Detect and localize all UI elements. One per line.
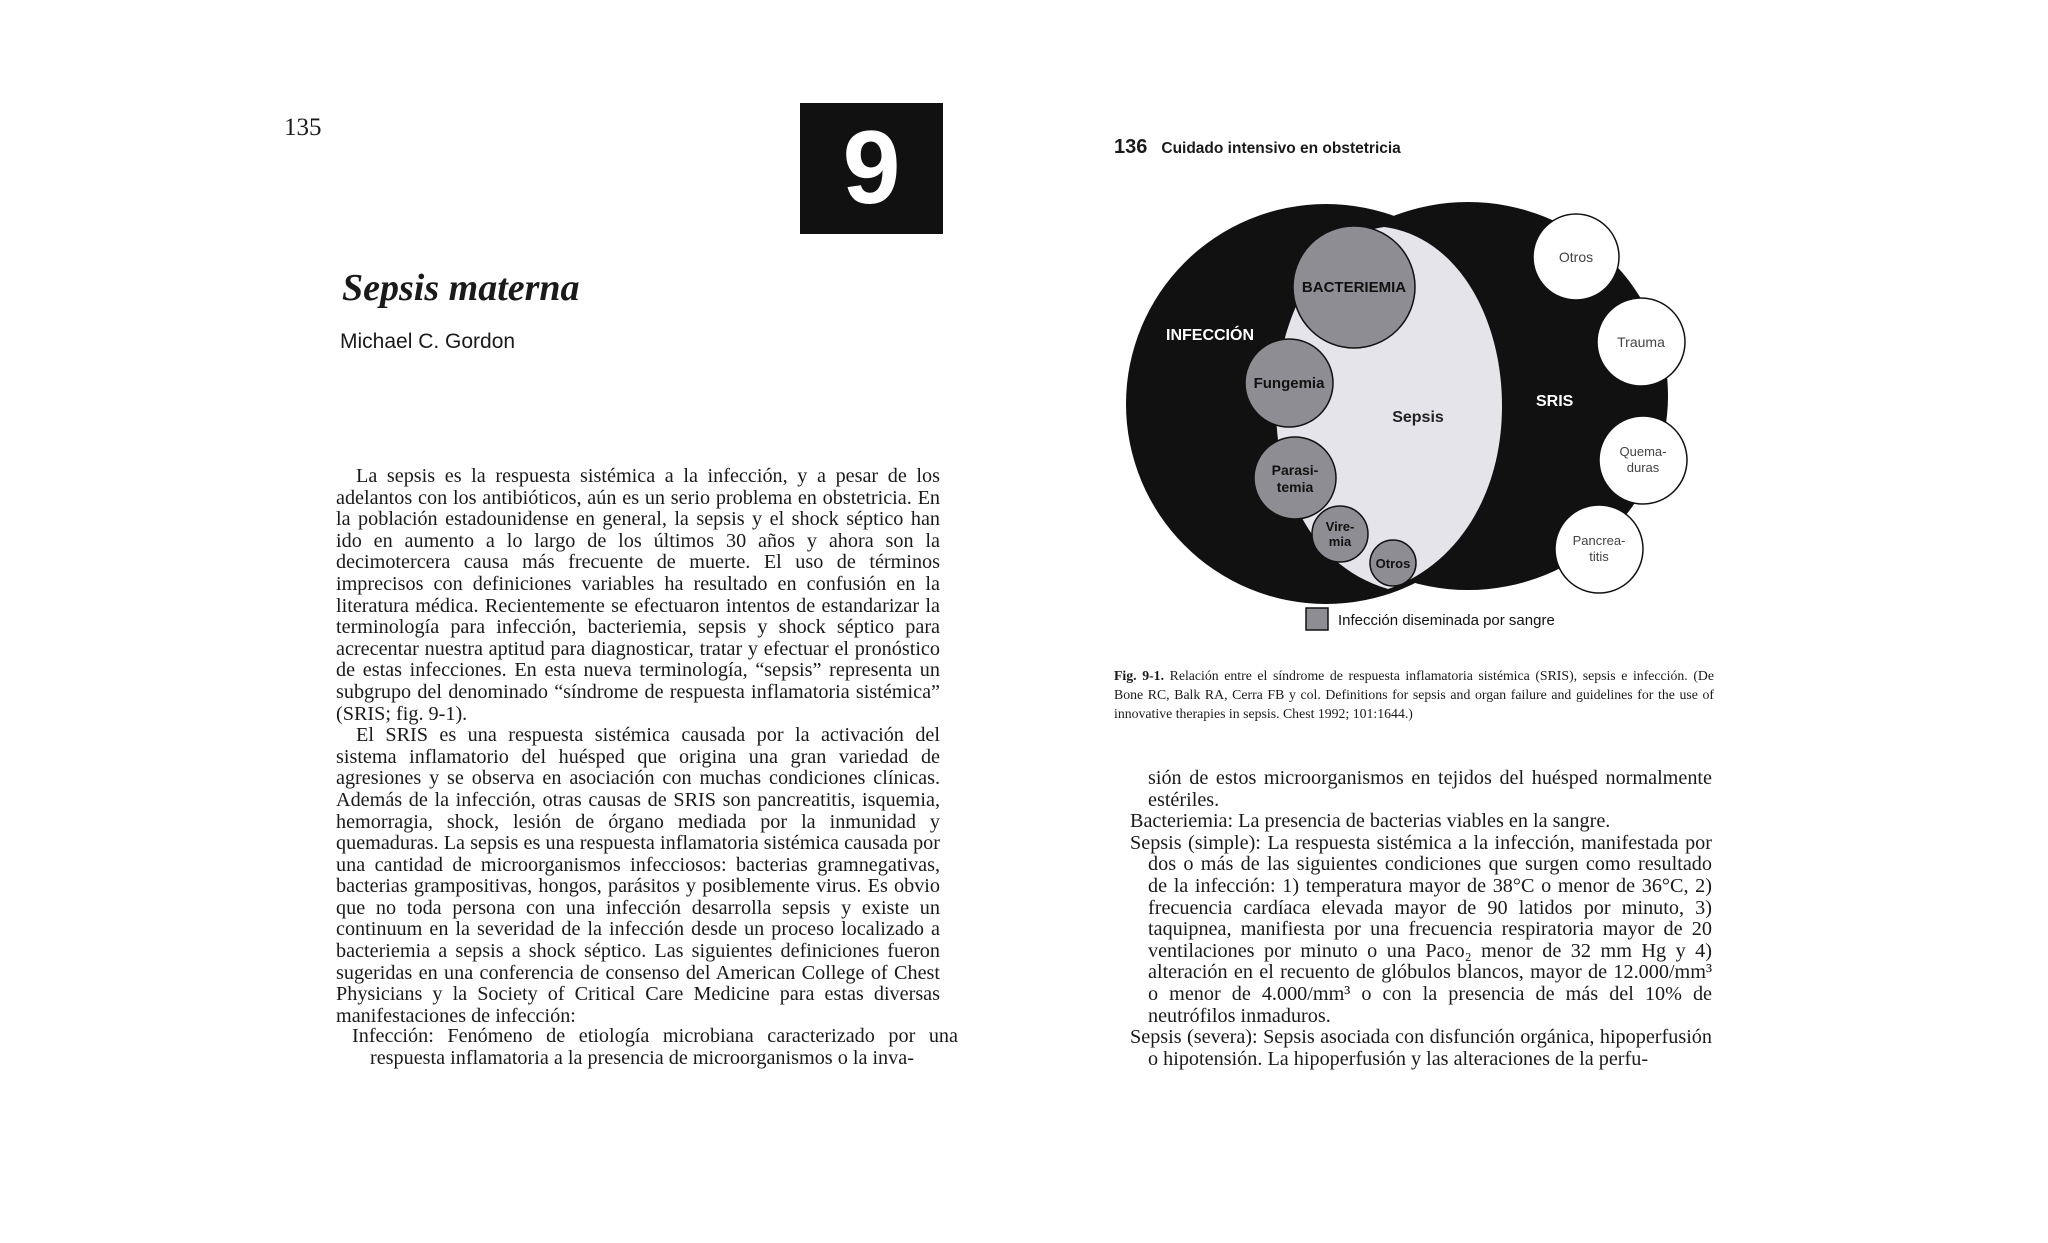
figure-venn-diagram [1126, 196, 1700, 642]
page-number-right: 136 [1114, 136, 1148, 158]
page-number-left: 135 [284, 114, 322, 141]
continuation-text: sión de estos microorganismos en tejidos del huésped normalmente estériles. [1148, 767, 1712, 811]
definition-infeccion: Infección: Fenómeno de etiología microbiana caracterizado por una respuesta inflamatoria a la presencia de microorganismos o la inva- [352, 1025, 958, 1069]
label-otros-outer: Otros [1558, 249, 1594, 265]
legend-label: Infección diseminada por sangre [1338, 612, 1555, 629]
label-fungemia: Fungemia [1253, 375, 1325, 392]
left-body-text [336, 466, 940, 1027]
definition-sepsis-severa: Sepsis (severa): Sepsis asociada con disfunción orgánica, hipoperfusión o hipotensión. La hipoperfusión y las alteraciones de la perfu- [1130, 1026, 1712, 1070]
caption-label: Fig. 9-1. [1114, 668, 1165, 683]
running-header [1114, 136, 1401, 159]
definition-sepsis-simple: Sepsis (simple): La respuesta sistémica a la infección, manifestada por dos o más de las siguientes condiciones que surgen como resultado de la infección: 1) temperatura mayor de 38°C o menor de 36°C, 2) frecuencia cardíaca elevada mayor de 90 latidos por minuto, 3) taquipnea, manifiesta por una frecuencia respiratoria mayor de 20 ventilaciones por minuto o una Paco₂ menor de 32 mm Hg y 4) alteración en el recuento de glóbulos blancos, mayor de 12.000/mm³ o menor de 4.000/mm³ o con la presencia de más del 10% de neutrófilos inmaduros. [1130, 831, 1712, 1027]
label-pancreatitis-2: titis [1589, 549, 1609, 564]
label-parasitemia-2: temia [1276, 479, 1314, 495]
label-parasitemia-1: Parasi- [1271, 462, 1319, 478]
label-infeccion: INFECCIÓN [1166, 327, 1254, 344]
chapter-title: Sepsis materna [342, 267, 580, 309]
chapter-number: 9 [842, 110, 901, 226]
label-sris: SRIS [1536, 393, 1574, 410]
chapter-number-box [800, 103, 943, 234]
label-pancreatitis-1: Pancrea- [1572, 533, 1626, 548]
right-body-text [1130, 768, 1712, 1070]
paragraph-2: El SRIS es una respuesta sistémica causada por la activación del sistema inflamatorio del huésped que origina una gran variedad de agresiones y se observa en asociación con muchas condiciones clínicas. Además de la infección, otras causas de SRIS son pancreatitis, isquemia, hemorragia, shock, lesión de órgano mediada por la inmunidad y quemaduras. La sepsis es una respuesta inflamatoria sistémica causada por una cantidad de microorganismos infecciosos: bacterias gramnegativas, bacterias grampositivas, hongos, parásitos y posiblemente virus. Es obvio que no toda persona con una infección desarrolla sepsis y existe un continuum en la severidad de la infección desde un proceso localizado a bacteriemia a sepsis a shock séptico. Las siguientes definiciones fueron sugeridas en una conferencia de consenso del American College of Chest Physicians y la Society of Critical Care Medicine para estas diversas manifestaciones de infección: [336, 724, 940, 1027]
label-otros-inner: Otros [1375, 556, 1411, 571]
label-viremia-1: Vire- [1325, 519, 1355, 534]
legend-swatch [1306, 608, 1328, 630]
label-bacteriemia: BACTERIEMIA [1301, 279, 1407, 296]
chapter-author: Michael C. Gordon [340, 330, 516, 353]
caption-text: Relación entre el síndrome de respuesta inflamatoria sistémica (SRIS), sepsis e infección. (De Bone RC, Balk RA, Cerra FB y col. Definitions for sepsis and organ failure and guidelines for the use of innovative therapies in sepsis. Chest 1992; 101:1644.) [1114, 668, 1714, 721]
definition-bacteriemia: Bacteriemia: La presencia de bacterias viables en la sangre. [1130, 810, 1611, 833]
parasitemia-circle [1254, 437, 1336, 519]
label-trauma: Trauma [1617, 334, 1665, 350]
figure-caption [1114, 666, 1714, 723]
label-quemaduras-1: Quema- [1619, 444, 1667, 459]
label-quemaduras-2: duras [1626, 460, 1660, 475]
label-viremia-2: mia [1328, 534, 1352, 549]
label-sepsis: Sepsis [1392, 409, 1444, 426]
running-head-title: Cuidado intensivo en obstetricia [1161, 140, 1401, 157]
paragraph-1: La sepsis es la respuesta sistémica a la infección, y a pesar de los adelantos con los antibióticos, aún es un serio problema en obstetricia. En la población estadounidense en general, la sepsis y el shock séptico han ido en aumento a lo largo de los últimos 30 años y ahora son la decimotercera causa más frecuente de muerte. El uso de términos imprecisos con definiciones variables ha resultado en confusión en la literatura médica. Recientemente se efectuaron intentos de estandarizar la terminología para infección, bacteriemia, sepsis y shock séptico para acrecentar nuestra aptitud para diagnosticar, tratar y efectuar el pronóstico de estas infecciones. En esta nueva terminología, “sepsis” representa un subgrupo del denominado “síndrome de respuesta inflamatoria sistémica” (SRIS; fig. 9-1). [336, 465, 940, 725]
